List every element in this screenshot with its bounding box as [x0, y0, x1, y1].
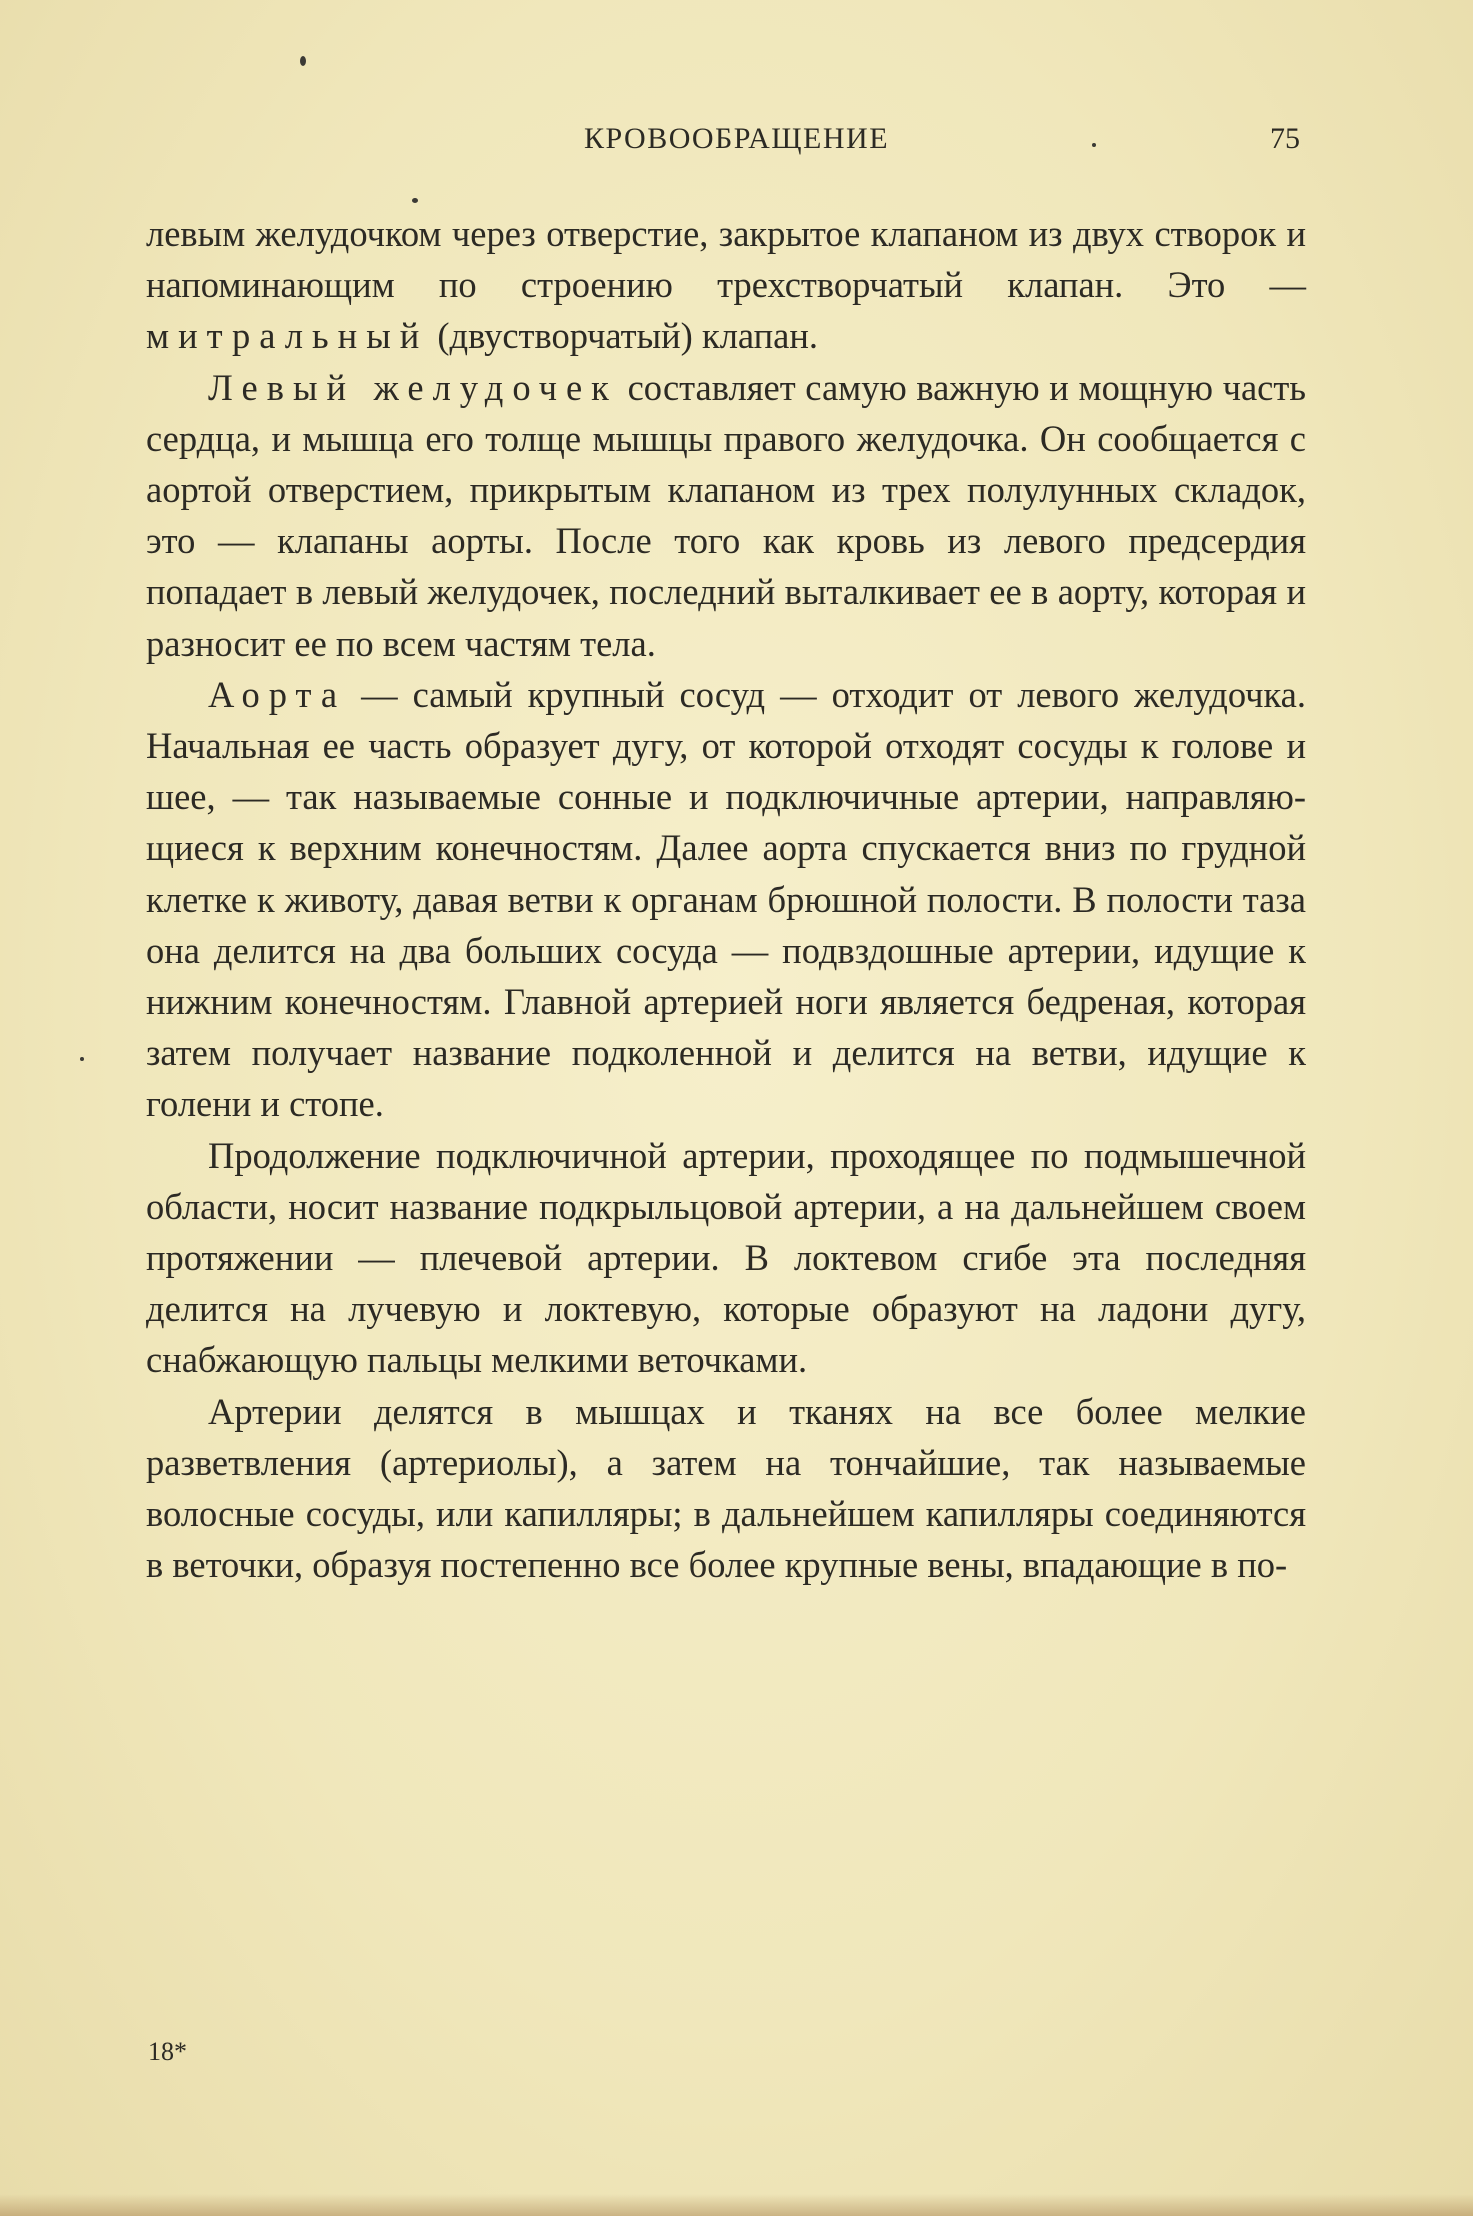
- paragraph-1-end: (двустворчатый) клапан.: [437, 315, 819, 357]
- ink-speck: [1092, 143, 1096, 147]
- paragraph-3: [146, 669, 1306, 1130]
- paragraph-5: Артерии делятся в мышцах и тканях на все более мелкие разветвления (артериолы), а затем на тончайшие, так называемые волосные сосуды, или капилляры; в дальнейшем капилляры соединяются в веточки, образуя постепенно все более крупные вены, впадающие в по-: [146, 1390, 1306, 1586]
- term-mitral: митральный: [146, 315, 429, 357]
- paragraph-3-text: — самый крупный сосуд — отходит от левого желудочка. Начальная ее часть образует дугу, от которой отходят сосуды к голове и шее, — так называемые сонные и подключичные артерии, направляющиеся к верхним конечностям. Далее аорта спускается вниз по грудной клетке к животу, давая ветви к органам брюшной полости. В полости таза она делится на два больших сосуда — подвздошные артерии, идущие к нижним конечностям. Главной артерией ноги является бедреная, которая затем получает название подколенной и делится на ветви, идущие к голени и стопе.: [146, 673, 1307, 1125]
- signature-mark: 18*: [148, 2037, 187, 2066]
- paragraph-1: [146, 208, 1306, 362]
- term-aorta: Аорта: [208, 673, 347, 715]
- body-text: [146, 208, 1306, 1590]
- paragraph-2: [146, 362, 1306, 669]
- running-title: КРОВООБРАЩЕНИЕ: [583, 122, 890, 155]
- page-header: [0, 122, 1473, 162]
- paragraph-1-start: левым желудочком через отверстие, закрытое клапаном из двух створок и напоминающим по строению трехстворчатый клапан. Это —: [146, 213, 1306, 306]
- ink-speck: [300, 56, 306, 66]
- paragraph-2-text: составляет самую важную и мощную часть сердца, и мышца его толще мышцы правого желудочка. Он сообщается с аортой отверстием, прикрытым клапаном из трех полулунных складок, это — клапаны аорты. После того как кровь из левого предсердия попадает в левый желудочек, последний выталкивает ее в аорту, которая и разносит ее по всем частям тела.: [146, 366, 1306, 664]
- term-left-ventricle: Левый желудочек: [208, 366, 618, 408]
- ink-speck: [80, 1057, 84, 1061]
- ink-speck: [412, 198, 418, 203]
- paper-edge-shadow: [0, 2194, 1473, 2216]
- paragraph-4: Продолжение подключичной артерии, проходящее по подмышечной области, носит название подкрыльцовой артерии, а на дальнейшем своем протяжении — плечевой артерии. В локтевом сгибе эта последняя делится на лучевую и локтевую, которые образуют на ладони дугу, снабжающую пальцы мелкими веточками.: [146, 1134, 1306, 1381]
- page-number: 75: [1270, 122, 1300, 155]
